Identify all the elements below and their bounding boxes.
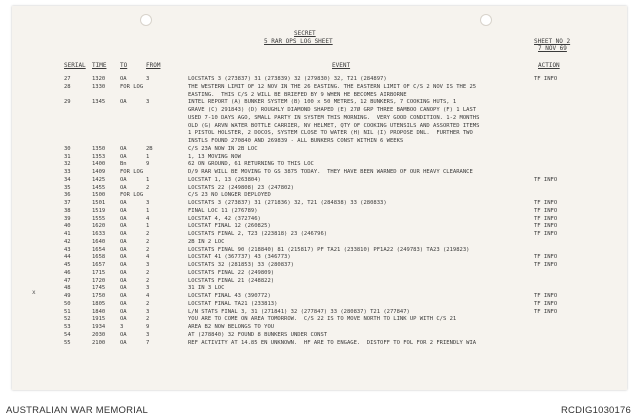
log-entry-serial: 51 <box>64 308 71 315</box>
log-entry-from: 1 <box>146 176 150 183</box>
log-entry-event: LOCSTATS 3 (273837) 31 (273839) 32 (279830) 32, T21 (284897) <box>188 76 387 82</box>
log-entry-event: OLD (G) ARVN WATER BOTTLE CARRIER, NV HELMET, QTY OF COOKING UTENSILS AND ASSORTED ITEMS <box>188 122 480 129</box>
log-entry-to: OA <box>120 339 127 346</box>
log-entry-from: 3 <box>146 76 150 82</box>
log-entry-from: 4 <box>146 293 150 299</box>
log-entry-to: OA <box>120 246 127 253</box>
log-entry-time: 1658 <box>92 254 106 261</box>
log-entry-to: OA <box>120 153 127 160</box>
log-entry-serial: 35 <box>64 184 71 191</box>
log-entry-time: 1654 <box>92 246 106 253</box>
log-entry-from: 1 <box>146 223 150 230</box>
log-entry-event: LOCSTAT FINAL TA21 (233813) <box>188 300 278 307</box>
log-entry-time: 1934 <box>92 324 106 330</box>
log-entry-serial: 32 <box>64 161 71 168</box>
punch-hole-right <box>480 14 492 26</box>
log-entry-event: LOCSTATS FINAL 22 (249809) <box>188 269 275 276</box>
classification-label: SECRET <box>294 30 316 37</box>
log-entry-time: 2100 <box>92 339 106 346</box>
log-entry-row <box>12 185 627 192</box>
log-entry-time: 1353 <box>92 153 106 160</box>
log-entry-from: 9 <box>146 161 150 168</box>
log-entry-event: LOCSTATS 32 (281853) 33 (280837) <box>188 262 294 268</box>
log-entry-row <box>12 84 627 91</box>
log-entry-event: LOCSTATS 3 (273837) 31 (271836) 32, T21 (284838) 33 (280833) <box>188 200 387 206</box>
log-entry-to: OA <box>120 300 127 307</box>
log-entry-serial: 50 <box>64 300 71 307</box>
log-entry-action: TF INFO <box>534 207 558 214</box>
log-entry-row <box>12 316 627 323</box>
log-entry-event: C/S 23A NOW IN 2B LOC <box>188 145 258 152</box>
log-entry-time: 1500 <box>92 192 106 199</box>
log-entry-from: 4 <box>146 254 150 261</box>
log-entry-event: LOCSTAT 1, 13 (263804) <box>188 176 261 183</box>
log-entry-to: OA <box>120 184 127 191</box>
log-entry-from: 2 <box>146 316 150 323</box>
log-entry-row <box>12 161 627 168</box>
log-entry-to: OA <box>120 277 127 284</box>
log-entry-time: 1720 <box>92 277 106 284</box>
log-entry-to: OA <box>120 254 127 261</box>
log-entry-event: LOCSTAT 4, 42 (372746) <box>188 215 261 222</box>
log-entry-serial: 43 <box>64 246 71 253</box>
log-entry-serial: 28 <box>64 83 71 90</box>
log-entry-from: 2 <box>146 277 150 284</box>
log-entry-from: 9 <box>146 324 150 330</box>
log-entry-serial: 44 <box>64 254 71 261</box>
log-entry-to: OA <box>120 308 127 315</box>
log-entry-event: GRAVE (C) 291843) (D) ROUGHLY DIAMOND SHAPED (E) 27Ø GRP THREE BAMBOO CANOPY (F) 1 LAST <box>188 107 477 113</box>
log-entry-event: 62 ON GROUND, 61 RETURNING TO THIS LOC <box>188 161 314 168</box>
log-entry-row <box>12 177 627 184</box>
log-entry-time: 1400 <box>92 161 106 168</box>
log-entry-action: TF INFO <box>534 308 558 315</box>
log-entry-serial: 49 <box>64 293 71 299</box>
log-entry-action: TF INFO <box>534 254 558 261</box>
log-entry-event: LOCSTATS FINAL 2, T23 (223818) 23 (246796) <box>188 231 328 237</box>
log-entry-from: 3 <box>146 285 150 292</box>
column-header-action: ACTION <box>538 62 560 69</box>
log-entry-event: AREA B2 NOW BELONGS TO YOU <box>188 324 275 330</box>
log-entry-serial: 37 <box>64 200 71 206</box>
log-entry-time: 1633 <box>92 231 106 237</box>
log-entry-event: L/N STATS FINAL 3, 31 (271841) 32 (277847) 33 (280837) T21 (277847) <box>188 308 410 315</box>
log-entry-row <box>12 169 627 176</box>
log-entry-serial: 36 <box>64 192 71 199</box>
log-entry-time: 1409 <box>92 169 106 175</box>
log-entry-to: OA <box>120 207 127 214</box>
log-entry-time: 1840 <box>92 308 106 315</box>
log-entry-serial: 27 <box>64 76 71 82</box>
log-entry-event: INTEL REPORT (A) BUNKER SYSTEM (B) 100 x 50 METRES, 12 BUNKERS, 7 COOKING HUTS, 1 <box>188 99 457 106</box>
log-entry-event: EASTING. THIS C/S 2 WILL BE BRIEFED BY 9 WHEN HE BECOMES AIRBORNE <box>188 91 407 98</box>
log-entry-to: OA <box>120 293 127 299</box>
log-entry-row <box>12 324 627 331</box>
log-entry-to: OA <box>120 231 127 237</box>
sheet-date: 7 NOV 69 <box>538 45 567 52</box>
sheet-number: SHEET NO 2 <box>534 38 571 45</box>
log-entry-row <box>12 293 627 300</box>
log-entry-to: OA <box>120 145 127 152</box>
log-entry-row <box>12 130 627 137</box>
log-entry-event: FINAL LOC 11 (276789) <box>188 207 258 214</box>
log-entry-serial: 41 <box>64 231 71 237</box>
log-entry-row <box>12 146 627 153</box>
log-entry-action: TF INFO <box>534 300 558 307</box>
log-entry-time: 1320 <box>92 76 106 82</box>
column-header-event: EVENT <box>332 62 351 69</box>
log-entry-time: 2030 <box>92 331 106 338</box>
log-entry-row <box>12 332 627 339</box>
log-entry-event: LOCSTATS FINAL 90 (218840) 81 (215817) PF TA21 (233810) PF1A22 (249783) TA23 (219823) <box>188 246 470 253</box>
log-entry-action: TF INFO <box>534 231 558 237</box>
log-entry-serial: 46 <box>64 269 71 276</box>
log-entry-serial: 53 <box>64 324 71 330</box>
log-sheet-page <box>12 6 627 390</box>
log-entry-event: AT (278840) 32 FOUND 8 BUNKERS UNDER CONST <box>188 331 328 338</box>
log-entry-row <box>12 208 627 215</box>
log-entry-event: USED 7-10 DAYS AGO, SMALL PARTY IN SYSTEM THIS MORNING. VERY GOOD CONDITION. 1-2 MONTHS <box>188 114 480 121</box>
log-entry-time: 1501 <box>92 200 106 206</box>
log-entry-event: LOCSTAT FINAL 43 (390772) <box>188 293 271 299</box>
log-entry-from: 2B <box>146 145 153 152</box>
log-entry-serial: 30 <box>64 145 71 152</box>
log-entry-event: 2B IN 2 LOC <box>188 238 225 245</box>
log-entry-row <box>12 123 627 130</box>
punch-hole-left <box>140 14 152 26</box>
log-entry-event: C/S 23 NO LONGER DEPLOYED <box>188 192 271 199</box>
log-entry-row <box>12 192 627 199</box>
log-entry-row <box>12 99 627 106</box>
log-entry-to: FOR LOG <box>120 192 144 199</box>
log-entry-time: 1750 <box>92 293 106 299</box>
log-entry-from: 3 <box>146 99 150 106</box>
log-entry-serial: 34 <box>64 176 71 183</box>
log-entry-from: 4 <box>146 215 150 222</box>
log-entry-time: 1715 <box>92 269 106 276</box>
log-entry-serial: 40 <box>64 223 71 230</box>
column-header-time: TIME <box>92 62 107 69</box>
footer-archive-name: AUSTRALIAN WAR MEMORIAL <box>6 405 149 416</box>
log-entry-from: 3 <box>146 200 150 206</box>
log-entry-action: TF INFO <box>534 293 558 299</box>
log-entry-serial: 48 <box>64 285 71 292</box>
log-entry-to: 3 <box>120 324 124 330</box>
footer-record-id: RCDIG1030176 <box>561 405 631 416</box>
log-entry-serial: 31 <box>64 153 71 160</box>
log-entry-to: FOR LOG <box>120 83 144 90</box>
log-entry-event: 1 PISTOL HOLSTER, 2 DOCOS, SYSTEM CLOSE TO WATER (H) NIL (I) PROPOSE DNL. FURTHER TWO <box>188 130 473 137</box>
log-entry-row <box>12 231 627 238</box>
log-entry-row <box>12 200 627 207</box>
log-entry-event: INSTLS FOUND 270840 AND 269839 - ALL BUNKERS CONST WITHIN 6 WEEKS <box>188 138 404 144</box>
log-entry-action: TF INFO <box>534 176 558 183</box>
log-entry-to: OA <box>120 285 127 292</box>
log-entry-from: 1 <box>146 153 150 160</box>
log-entry-time: 1330 <box>92 83 106 90</box>
log-entry-row <box>12 223 627 230</box>
log-entry-time: 1455 <box>92 184 106 191</box>
log-entry-to: OA <box>120 200 127 206</box>
log-entry-row <box>12 115 627 122</box>
log-entry-time: 1555 <box>92 215 106 222</box>
log-entry-serial: 42 <box>64 238 71 245</box>
log-entry-from: 3 <box>146 331 150 338</box>
log-entry-event: D/9 RAR WILL BE MOVING TO GS 3875 TODAY. THEY HAVE BEEN WARNED OF OUR HEAVY CLEARANCE <box>188 169 473 175</box>
log-entry-from: 2 <box>146 269 150 276</box>
log-entry-event: LOCSTATS 22 (249808) 23 (247802) <box>188 184 294 191</box>
log-entry-time: 1345 <box>92 99 106 106</box>
log-entry-to: OA <box>120 316 127 323</box>
log-entry-event: LOCSTAT FINAL 12 (260825) <box>188 223 271 230</box>
log-entry-to: OA <box>120 262 127 268</box>
log-entry-row <box>12 247 627 254</box>
log-entry-to: OA <box>120 238 127 245</box>
log-entry-event: 31 IN 3 LOC <box>188 285 225 292</box>
log-entry-event: THE WESTERN LIMIT OF 12 NOV IN THE 26 EASTING. THE EASTERN LIMIT OF C/S 2 NOV IS THE 25 <box>188 83 477 90</box>
log-entry-to: OA <box>120 215 127 222</box>
log-entry-serial: 52 <box>64 316 71 323</box>
log-entry-to: FOR LOG <box>120 169 144 175</box>
log-entry-serial: 45 <box>64 262 71 268</box>
margin-mark: x <box>32 289 36 296</box>
log-entry-from: 3 <box>146 308 150 315</box>
log-entry-row <box>12 262 627 269</box>
column-header-serial: SERIAL <box>64 62 86 69</box>
log-entry-action: TF INFO <box>534 200 558 206</box>
column-header-to: TO <box>120 62 128 69</box>
log-entry-serial: 39 <box>64 215 71 222</box>
log-entry-to: OA <box>120 331 127 338</box>
log-entry-time: 1640 <box>92 238 106 245</box>
log-entry-action: TF INFO <box>534 215 558 222</box>
log-entry-from: 2 <box>146 238 150 245</box>
log-entry-row <box>12 239 627 246</box>
log-entry-action: TF INFO <box>534 76 558 82</box>
log-entry-event: REF ACTIVITY AT 14.85 EN UNKNOWN. HF ARE TO ENGAGE. DISTOFF TO FOL FOR 2 FRIENDLY WIA <box>188 339 477 346</box>
log-entry-row <box>12 254 627 261</box>
log-entry-event: LOCSTATS FINAL 21 (248822) <box>188 277 275 284</box>
log-entry-row <box>12 92 627 99</box>
log-entry-to: OA <box>120 269 127 276</box>
log-entry-time: 1745 <box>92 285 106 292</box>
log-entry-time: 1657 <box>92 262 106 268</box>
log-entry-to: OA <box>120 76 127 82</box>
log-entry-row <box>12 216 627 223</box>
log-entry-from: 2 <box>146 231 150 237</box>
log-entry-time: 1350 <box>92 145 106 152</box>
log-entry-from: 2 <box>146 184 150 191</box>
log-entry-row <box>12 154 627 161</box>
log-entry-from: 7 <box>146 339 150 346</box>
log-entry-row <box>12 138 627 145</box>
log-entry-time: 1519 <box>92 207 106 214</box>
log-entry-row <box>12 340 627 347</box>
log-entry-serial: 33 <box>64 169 71 175</box>
log-entry-event: 1, 13 MOVING NOW <box>188 153 241 160</box>
sheet-title: 5 RAR OPS LOG SHEET <box>264 38 333 45</box>
log-entry-serial: 47 <box>64 277 71 284</box>
log-entry-time: 1915 <box>92 316 106 323</box>
log-entry-to: Bn <box>120 161 127 168</box>
log-entry-row <box>12 76 627 83</box>
log-entry-serial: 29 <box>64 99 71 106</box>
log-entry-to: OA <box>120 223 127 230</box>
log-entry-serial: 38 <box>64 207 71 214</box>
log-entry-from: 2 <box>146 300 150 307</box>
log-entry-row <box>12 285 627 292</box>
column-header-from: FROM <box>146 62 161 69</box>
log-entry-row <box>12 301 627 308</box>
log-entry-from: 2 <box>146 246 150 253</box>
log-entry-time: 1620 <box>92 223 106 230</box>
log-entry-serial: 54 <box>64 331 71 338</box>
log-entry-to: OA <box>120 99 127 106</box>
log-entry-action: TF INFO <box>534 223 558 230</box>
log-entry-to: OA <box>120 176 127 183</box>
log-entry-event: YOU ARE TO COME ON AREA TOMORROW. C/S 22 IS TO MOVE NORTH TO LINK UP WITH C/S 21 <box>188 316 457 323</box>
log-entry-row <box>12 107 627 114</box>
log-entry-row <box>12 278 627 285</box>
log-entry-action: TF INFO <box>534 262 558 268</box>
log-entry-row <box>12 270 627 277</box>
log-entry-from: 3 <box>146 262 150 268</box>
log-entry-serial: 55 <box>64 339 71 346</box>
log-entry-row <box>12 309 627 316</box>
log-entry-time: 1425 <box>92 176 106 183</box>
log-entry-event: LOCSTAT 41 (367737) 43 (346773) <box>188 254 291 261</box>
log-entry-time: 1805 <box>92 300 106 307</box>
log-entry-from: 1 <box>146 207 150 214</box>
